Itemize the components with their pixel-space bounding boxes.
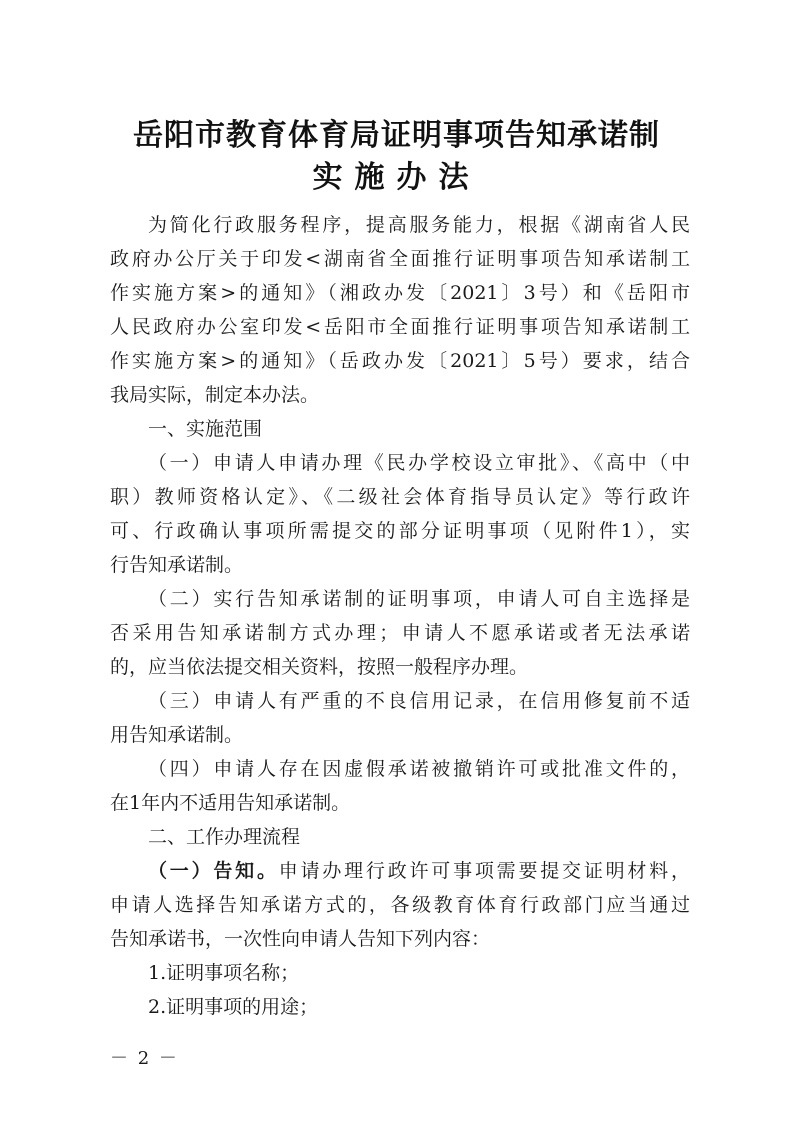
- paragraph-line: （四）申请人存在因虚假承诺被撤销许可或批准文件的，: [148, 758, 690, 780]
- paragraph-line: 申请人选择告知承诺方式的，各级教育体育行政部门应当通过: [110, 894, 690, 916]
- page-number: － 2 －: [110, 1048, 179, 1069]
- section-heading: 一、实施范围: [148, 418, 263, 440]
- paragraph-line: 在1年内不适用告知承诺制。: [110, 792, 351, 814]
- paragraph-line: 告知承诺书，一次性向申请人告知下列内容：: [110, 928, 491, 950]
- paragraph-line: 作实施方案>的通知》（湘政办发〔2021〕3号）和《岳阳市: [110, 282, 690, 304]
- section-heading: 二、工作办理流程: [148, 826, 301, 848]
- paragraph-line: 为简化行政服务程序，提高服务能力，根据《湖南省人民: [148, 214, 690, 236]
- paragraph-line: 行告知承诺制。: [110, 554, 244, 576]
- paragraph-line: 作实施方案>的通知》（岳政办发〔2021〕5号）要求，结合: [110, 350, 690, 372]
- paragraph-line: （一）申请人申请办理《民办学校设立审批》、《高中（中: [148, 452, 690, 474]
- paragraph-line: （三）申请人有严重的不良信用记录，在信用修复前不适: [148, 690, 690, 712]
- paragraph-text: 申请办理行政许可事项需要提交证明材料，: [278, 860, 690, 882]
- paragraph-line: （二）实行告知承诺制的证明事项，申请人可自主选择是: [148, 588, 690, 610]
- list-item: 1.证明事项名称；: [148, 962, 300, 984]
- paragraph-line: 可、行政确认事项所需提交的部分证明事项（见附件1），实: [110, 520, 690, 542]
- document-subtitle: 实施办法: [312, 160, 481, 195]
- paragraph-line: 的，应当依法提交相关资料，按照一般程序办理。: [110, 656, 529, 678]
- paragraph-line: 我局实际，制定本办法。: [110, 384, 320, 406]
- list-item: 2.证明事项的用途；: [148, 996, 319, 1018]
- paragraph-line: 人民政府办公室印发<岳阳市全面推行证明事项告知承诺制工: [110, 316, 690, 338]
- bold-lead: （一）告知。: [148, 860, 279, 882]
- paragraph-line: [148, 859, 690, 883]
- paragraph-line: 否采用告知承诺制方式办理；申请人不愿承诺或者无法承诺: [110, 622, 690, 644]
- paragraph-line: 用告知承诺制。: [110, 724, 244, 746]
- paragraph-line: 政府办公厅关于印发<湖南省全面推行证明事项告知承诺制工: [110, 248, 690, 270]
- paragraph-line: 职）教师资格认定》、《二级社会体育指导员认定》等行政许: [110, 486, 690, 508]
- document-title: 岳阳市教育体育局证明事项告知承诺制: [133, 118, 660, 153]
